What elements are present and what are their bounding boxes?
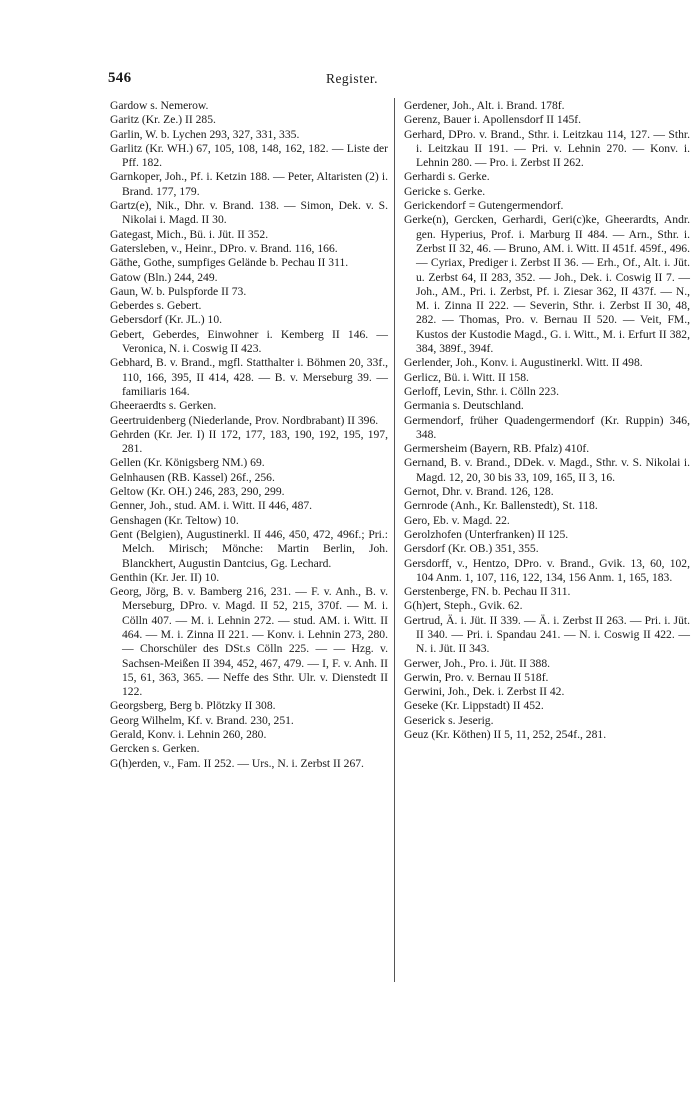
index-entry: Gersdorff, v., Hentzo, DPro. v. Brand., Gvik. 13, 60, 102, 104 Anm. 1, 107, 116, 122, 134, 156 Anm. 1, 165, 183. [404, 556, 690, 584]
index-entry: Germania s. Deutschland. [404, 399, 524, 413]
index-entry: Gellen (Kr. Königsberg NM.) 69. [110, 456, 265, 470]
index-entry: Gerickendorf = Gutengermendorf. [404, 199, 564, 213]
index-entry: Gerke(n), Gercken, Gerhardi, Geri(c)ke, Gheerardts, Andr. gen. Hyperius, Prof. i. Marburg II 484. — Arn., Sthr. i. Zerbst II 32, 46. — Bruno, AM. i. Witt. II 451f. 459f., 496. — Cyriax, Prediger i. Zerbst II 36. — Erh., Of., Alt. i. Jüt. u. Zerbst 64, II 283, 352. — Joh., Dek. i. Coswig II 7. — Joh., AM., Pri. i. Zerbst, Pf. i. Ziesar 362, II 437f. — N., M. i. Zinna II 222. — Severin, Sthr. i. Zerbst II 30, 48, 282. — Thomas, Pro. v. Bernau II 520. — Veit, FM., Kustos der Kustodie Magd., G. i. Witt., M. i. Erfurt II 382, 384, 389f., 394f. [404, 213, 690, 356]
index-entry: Gerwin, Pro. v. Bernau II 518f. [404, 670, 549, 684]
index-entry: Garlin, W. b. Lychen 293, 327, 331, 335. [110, 127, 300, 141]
index-entry: Geseke (Kr. Lippstadt) II 452. [404, 699, 544, 713]
index-entry: Gäthe, Gothe, sumpfiges Gelände b. Pechau II 311. [110, 256, 349, 270]
index-entry: Geertruidenberg (Niederlande, Prov. Nordbrabant) II 396. [110, 413, 379, 427]
index-entry: Gerloff, Levin, Sthr. i. Cölln 223. [404, 384, 560, 398]
index-entry: Georg, Jörg, B. v. Bamberg 216, 231. — F. v. Anh., B. v. Merseburg, DPro. v. Magd. II 52, 215, 370f. — M. i. Cölln 407. — M. i. Lehnin 272. — stud. AM. i. Witt. II 464. — M. i. Zinna II 221. — Konv. i. Lehnin 273, 280. — Chorschüler des DSt.s Cölln 225. — — Hzg. v. Sachsen-Meißen II 394, 452, 467, 479. — I, F. v. Anh. II 15, 61, 363, 365. — Neffe des Sthr. Ulr. v. Dienstedt II 122. [110, 585, 388, 699]
index-entry: Gheeraerdts s. Gerken. [110, 399, 217, 413]
index-entry: Georg Wilhelm, Kf. v. Brand. 230, 251. [110, 713, 294, 727]
index-entry: Gardow s. Nemerow. [110, 99, 209, 112]
index-entry: Gerwer, Joh., Pro. i. Jüt. II 388. [404, 656, 551, 670]
index-entry: Gerald, Konv. i. Lehnin 260, 280. [110, 728, 267, 742]
index-entry: Gerenz, Bauer i. Apollensdorf II 145f. [404, 113, 582, 127]
index-entry: Gernand, B. v. Brand., DDek. v. Magd., Sthr. v. S. Nikolai i. Magd. 12, 20, 30 bis 33, 109, 165, II 3, 16. [404, 456, 690, 484]
index-entry: Geuz (Kr. Köthen) II 5, 11, 252, 254f., 281. [404, 728, 607, 742]
index-entry: Genthin (Kr. Jer. II) 10. [110, 570, 220, 584]
index-entry: Garnkoper, Joh., Pf. i. Ketzin 188. — Peter, Altaristen (2) i. Brand. 177, 179. [110, 170, 388, 198]
index-entry: Gent (Belgien), Augustinerkl. II 446, 450, 472, 496f.; Pri.: Melch. Mirisch; Mönche: Martin Berlin, Joh. Blanckhert, Augustin Dantcius, Gg. Lechard. [110, 527, 388, 570]
index-entry: Gaun, W. b. Pulspforde II 73. [110, 284, 247, 298]
right-column [404, 99, 690, 742]
index-entry: Gerlender, Joh., Konv. i. Augustinerkl. Witt. II 498. [404, 356, 643, 370]
index-entry: Gerolzhofen (Unterfranken) II 125. [404, 527, 569, 541]
index-entry: Georgsberg, Berg b. Plötzky II 308. [110, 699, 276, 713]
index-entry: Gercken s. Gerken. [110, 742, 200, 756]
index-entry: Gero, Eb. v. Magd. 22. [404, 513, 510, 527]
left-column [110, 99, 388, 771]
index-entry: Gelnhausen (RB. Kassel) 26f., 256. [110, 470, 275, 484]
index-entry: Gatersleben, v., Heinr., DPro. v. Brand. 116, 166. [110, 241, 338, 255]
index-entry: Gerwini, Joh., Dek. i. Zerbst II 42. [404, 685, 565, 699]
index-entry: Garitz (Kr. Ze.) II 285. [110, 113, 216, 127]
index-entry: Gebert, Geberdes, Einwohner i. Kemberg II 146. — Veronica, N. i. Coswig II 423. [110, 327, 388, 356]
index-entry: Gerdener, Joh., Alt. i. Brand. 178f. [404, 99, 565, 112]
page-header [108, 70, 596, 90]
index-entry: Gernrode (Anh., Kr. Ballenstedt), St. 118. [404, 499, 598, 513]
index-entry: Geltow (Kr. OH.) 246, 283, 290, 299. [110, 485, 285, 499]
index-entry: Genshagen (Kr. Teltow) 10. [110, 513, 239, 527]
index-entry: Geberdes s. Gebert. [110, 299, 202, 313]
index-entry: Gebhard, B. v. Brand., mgfl. Statthalter i. Böhmen 20, 33f., 110, 166, 395, II 414, 428. — B. v. Merseburg 39. — familiaris 164. [110, 356, 388, 398]
running-head: Register. [325, 71, 379, 86]
index-entry: Gernot, Dhr. v. Brand. 126, 128. [404, 485, 554, 499]
index-entry: Gartz(e), Nik., Dhr. v. Brand. 138. — Simon, Dek. v. S. Nikolai i. Magd. II 30. [110, 199, 388, 227]
column-divider [394, 98, 395, 982]
page-number: 546 [108, 70, 132, 86]
index-entry: Gebersdorf (Kr. JL.) 10. [110, 313, 223, 327]
index-entry: Gerhardi s. Gerke. [404, 170, 490, 184]
index-entry: Gatow (Bln.) 244, 249. [110, 270, 218, 284]
index-entry: Gerstenberge, FN. b. Pechau II 311. [404, 585, 571, 599]
index-entry: Garlitz (Kr. WH.) 67, 105, 108, 148, 162, 182. — Liste der Pff. 182. [110, 141, 388, 170]
index-entry: Gehrden (Kr. Jer. I) II 172, 177, 183, 190, 192, 195, 197, 281. [110, 427, 388, 456]
index-entry: G(h)ert, Steph., Gvik. 62. [404, 599, 523, 613]
index-entry: Gerhard, DPro. v. Brand., Sthr. i. Leitzkau 114, 127. — Sthr. i. Leitzkau II 191. — Pri. v. Lehnin 270. — Konv. i. Lehnin 280. — Pro. i. Zerbst II 262. [404, 127, 690, 170]
index-entry: Gericke s. Gerke. [404, 184, 486, 198]
index-entry: Genner, Joh., stud. AM. i. Witt. II 446, 487. [110, 499, 313, 513]
index-entry: Gersdorf (Kr. OB.) 351, 355. [404, 542, 539, 556]
index-entry: Gategast, Mich., Bü. i. Jüt. II 352. [110, 227, 269, 241]
index-entry: Gerlicz, Bü. i. Witt. II 158. [404, 370, 529, 384]
index-entry: Germersheim (Bayern, RB. Pfalz) 410f. [404, 442, 590, 456]
index-entry: Germendorf, früher Quadengermendorf (Kr. Ruppin) 346, 348. [404, 413, 690, 441]
index-entry: Gertrud, Ä. i. Jüt. II 339. — Ä. i. Zerbst II 263. — Pri. i. Jüt. II 340. — Pri. i. Spandau 241. — N. i. Coswig II 422. — N. i. Jüt. II 343. [404, 613, 690, 656]
index-entry: G(h)erden, v., Fam. II 252. — Urs., N. i. Zerbst II 267. [110, 756, 364, 770]
index-entry: Geserick s. Jeserig. [404, 713, 494, 727]
